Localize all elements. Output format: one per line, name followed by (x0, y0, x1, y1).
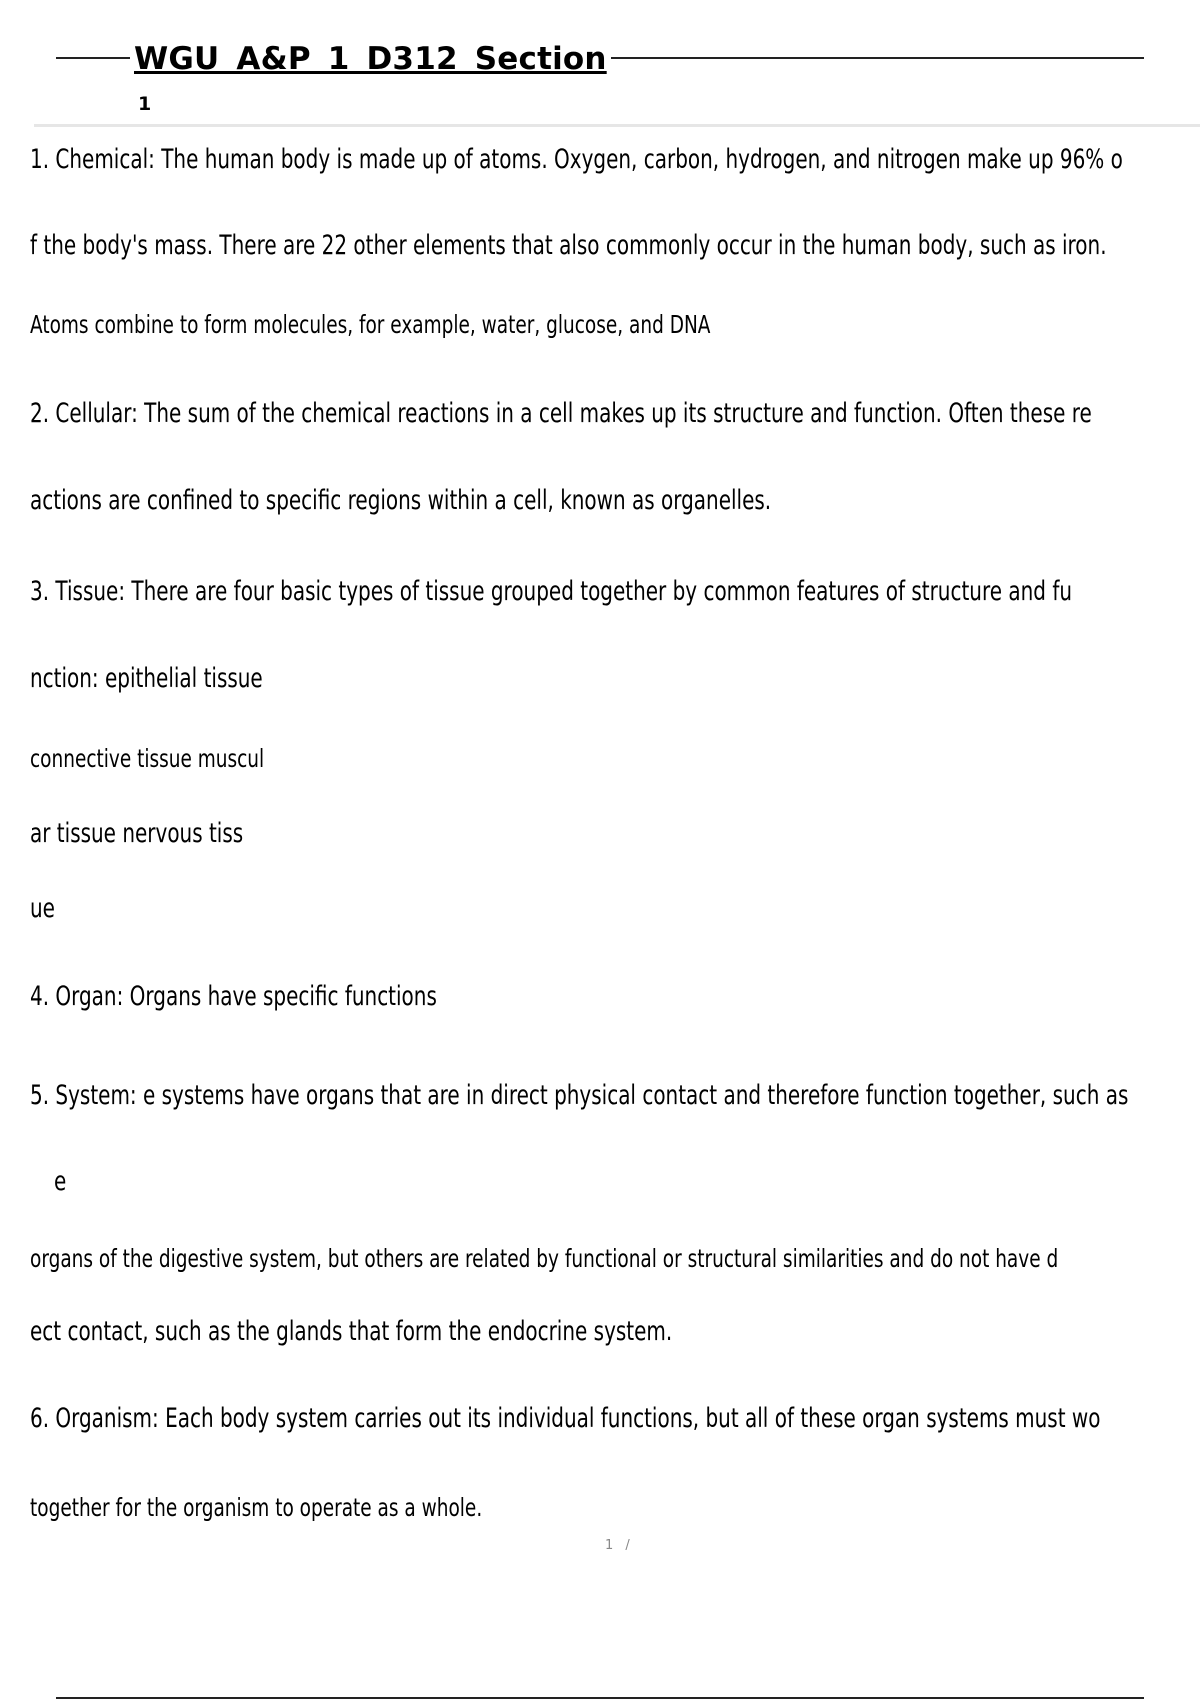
tissue-paragraph-line-4: ar tissue nervous tiss (30, 818, 244, 849)
tissue-paragraph-line-2: nction: epithelial tissue (30, 663, 263, 694)
system-paragraph-line-3: organs of the digestive system, but others are related by functional or structural similarities and do not have d (30, 1244, 1059, 1273)
cellular-paragraph-line-1: 2. Cellular: The sum of the chemical reactions in a cell makes up its structure and function. Often these re (30, 398, 1092, 429)
page-number: 1 / (605, 1538, 634, 1553)
system-paragraph-line-1: 5. System: e systems have organs that are in direct physical contact and therefore function together, such as (30, 1080, 1129, 1111)
system-paragraph-line-4: ect contact, such as the glands that form the endocrine system. (30, 1316, 673, 1347)
system-paragraph-line-2: e (54, 1166, 67, 1197)
chemical-paragraph-line-2: f the body's mass. There are 22 other elements that also commonly occur in the human body, such as iron. (30, 230, 1107, 261)
organism-paragraph-line-2: together for the organism to operate as a whole. (30, 1493, 483, 1522)
footer-rule (56, 1697, 1144, 1699)
header-divider (34, 124, 1200, 127)
chemical-paragraph-line-1: 1. Chemical: The human body is made up of atoms. Oxygen, carbon, hydrogen, and nitrogen make up 96% o (30, 144, 1123, 175)
cellular-paragraph-line-2: actions are confined to specific regions within a cell, known as organelles. (30, 485, 772, 516)
organ-paragraph-line-1: 4. Organ: Organs have specific functions (30, 981, 437, 1012)
document-title-line-2: 1 (138, 93, 152, 115)
tissue-paragraph-line-5: ue (30, 893, 55, 924)
tissue-paragraph-line-3: connective tissue muscul (30, 744, 265, 773)
document-title: WGU A&P 1 D312 Section (130, 40, 611, 78)
chemical-paragraph-line-3: Atoms combine to form molecules, for example, water, glucose, and DNA (30, 310, 711, 339)
organism-paragraph-line-1: 6. Organism: Each body system carries out its individual functions, but all of these organ systems must wo (30, 1403, 1101, 1434)
tissue-paragraph-line-1: 3. Tissue: There are four basic types of tissue grouped together by common features of structure and fu (30, 576, 1073, 607)
